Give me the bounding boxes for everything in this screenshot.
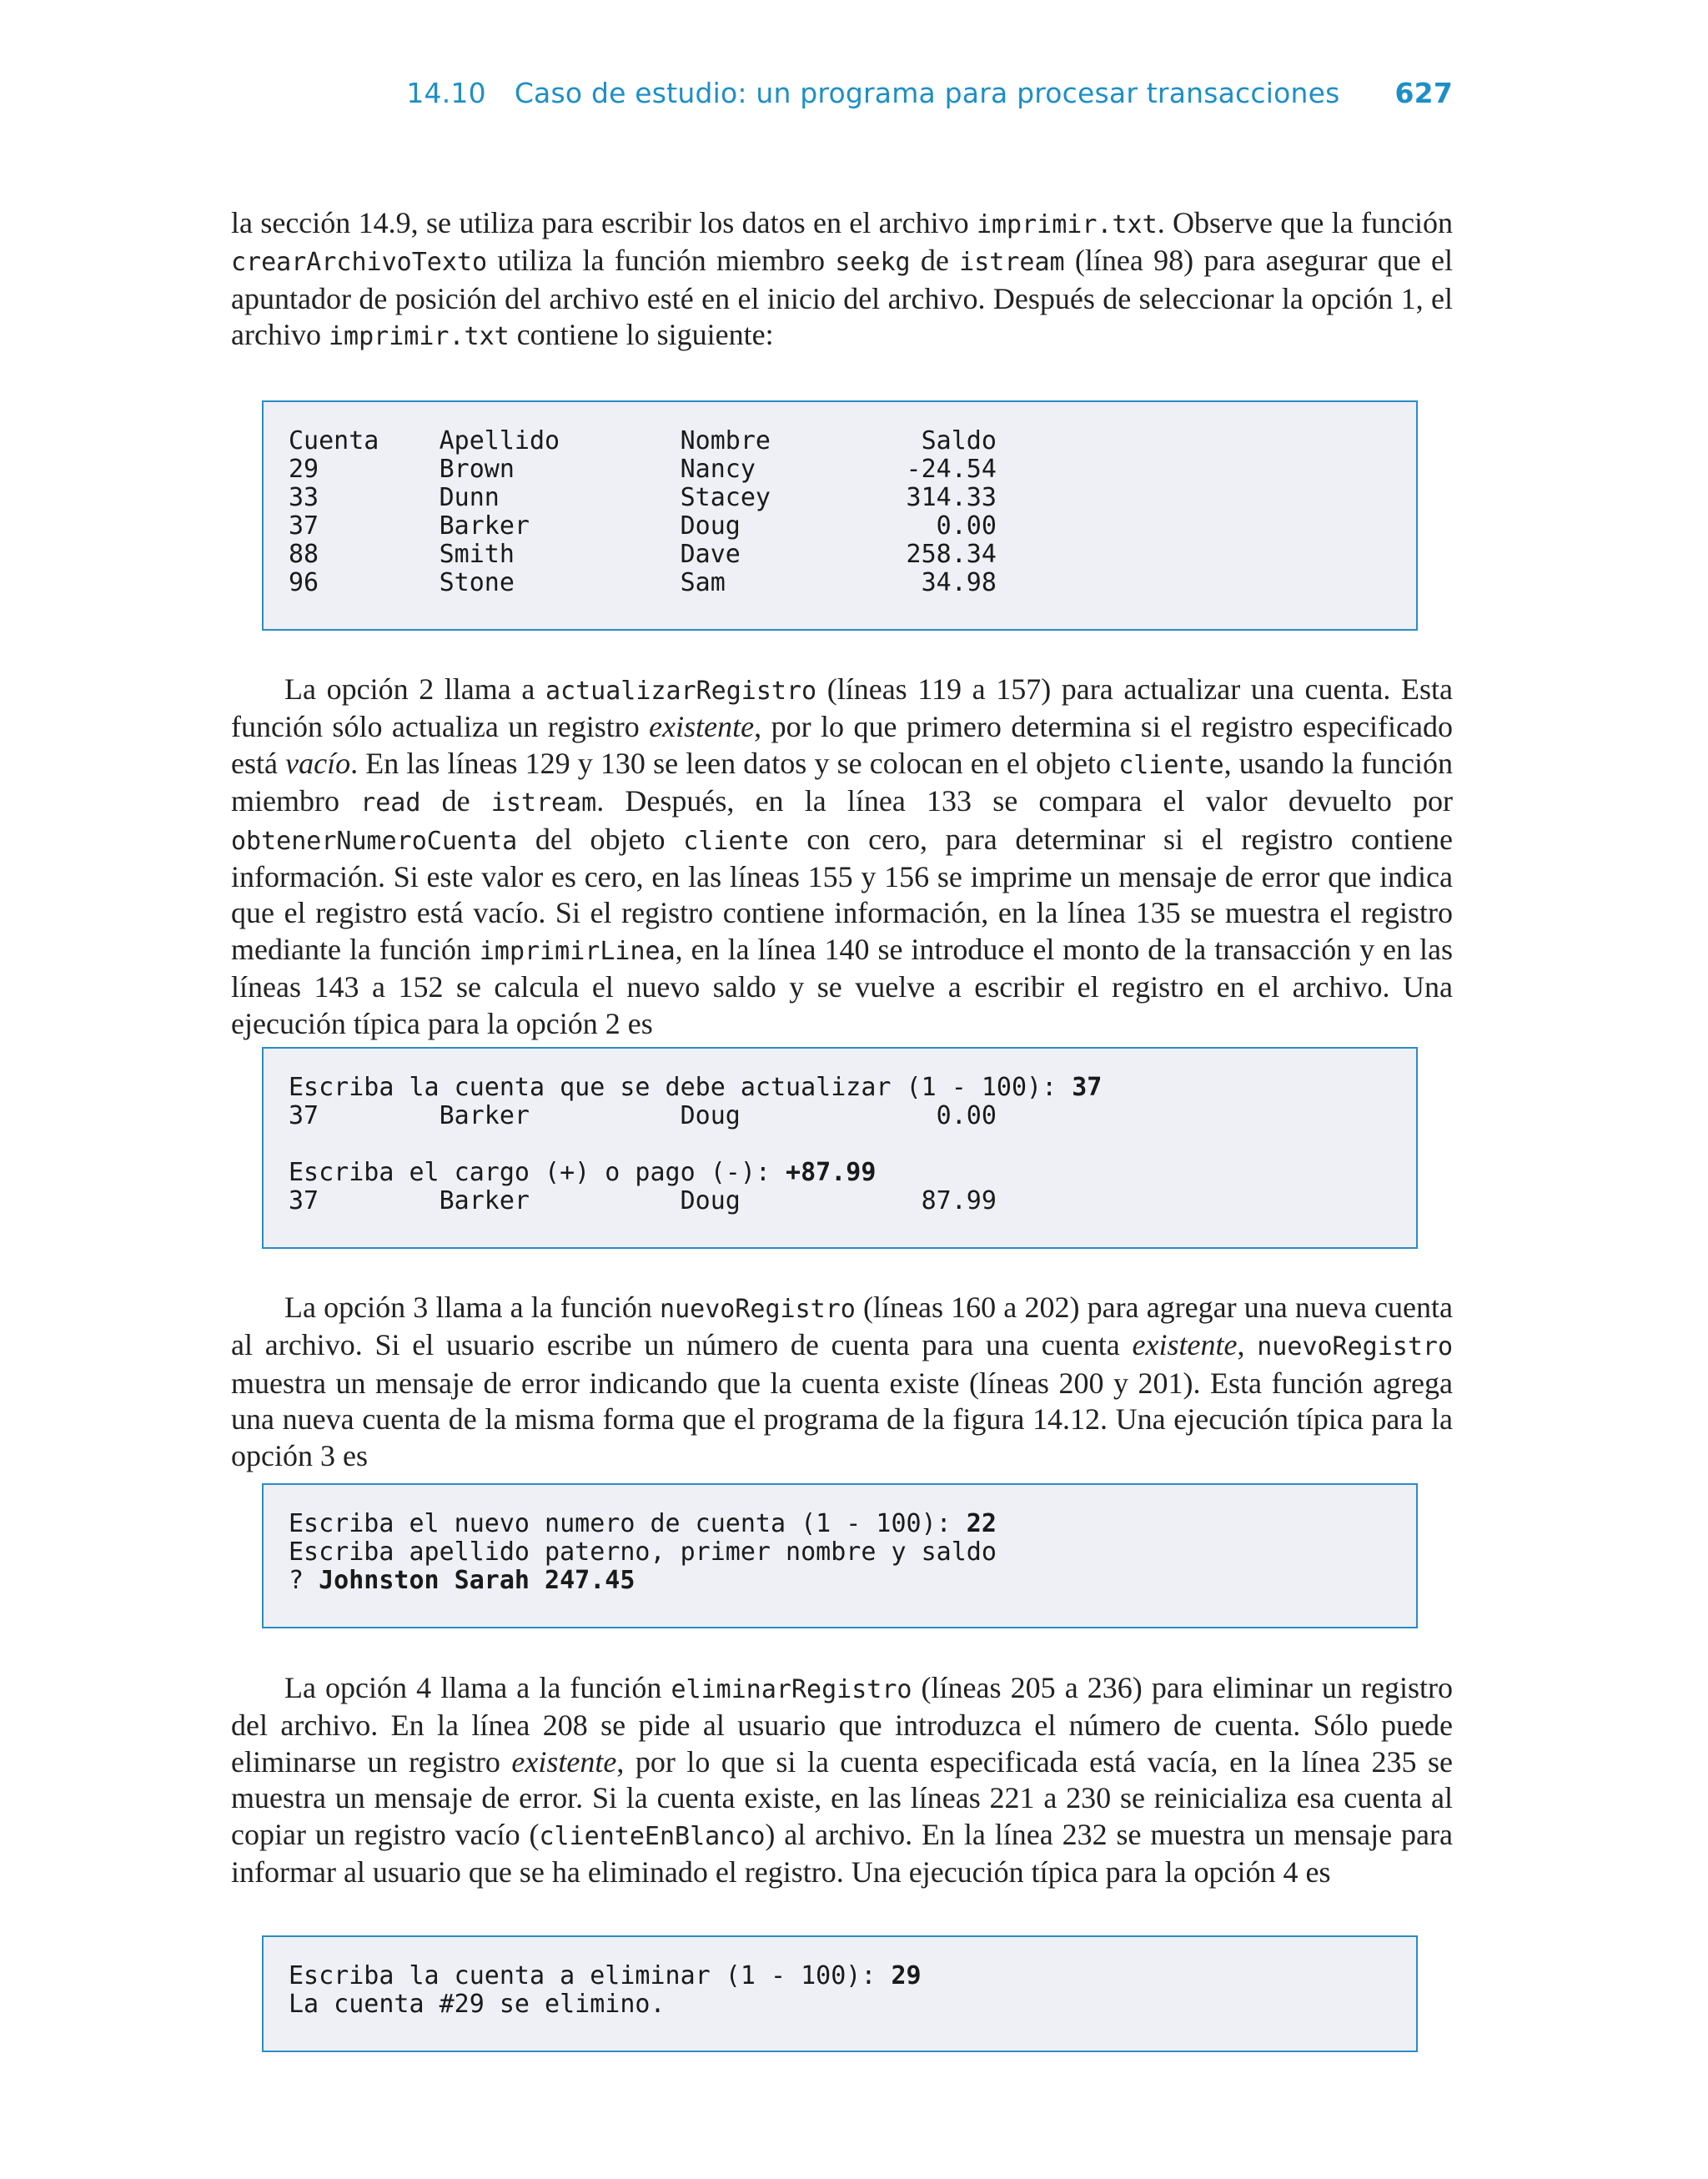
output-row: 33 Dunn Stacey 314.33 — [289, 483, 997, 512]
output-listing: Escriba el nuevo numero de cuenta (1 - 100): 22 Escriba apellido paterno, primer nombre y saldo ? Johnston Sarah 247.45 — [289, 1509, 997, 1595]
user-input: 37 — [1072, 1073, 1103, 1102]
paragraph-option-3: La opción 3 llama a la función nuevoRegistro (líneas 160 a 202) para agregar una nueva cuenta al archivo. Si el usuario escribe un número de cuenta para una cuenta existente, nuevoRegistro muestra un mensaje de error indicando que la cuenta existe (líneas 200 y 201). Esta función agrega una nueva cuenta de la misma forma que el programa de la figura 14.12. Una ejecución típica para la opción 3 es — [231, 1291, 1454, 1472]
output-box-option-2 — [262, 1047, 1418, 1249]
user-input: 29 — [891, 1961, 922, 1990]
code-term: istream — [959, 248, 1065, 278]
code-term: imprimir.txt — [328, 322, 510, 352]
output-header: Cuenta Apellido Nombre Saldo — [289, 426, 997, 455]
code-term: actualizarRegistro — [545, 677, 817, 706]
output-listing: Escriba la cuenta a eliminar (1 - 100): 29 La cuenta #29 se elimino. — [289, 1961, 922, 2019]
paragraph-option-2: La opción 2 llama a actualizarRegistro (líneas 119 a 157) para actualizar una cuenta. Esta función sólo actualiza un registro existente, por lo que primero determina si el registro especificado está vacío. En las líneas 129 y 130 se leen datos y se colocan en el objeto cliente, usando la función miembro read de istream. Después, en la línea 133 se compara el valor devuelto por obtenerNumeroCuenta del objeto cliente con cero, para determinar si el registro contiene información. Si este valor es cero, en las líneas 155 y 156 se imprime un mensaje de error que indica que el registro está vacío. Si el registro contiene información, en la línea 135 se muestra el registro mediante la función imprimirLinea, en la línea 140 se introduce el monto de la transacción y en las líneas 143 a 152 se calcula el nuevo saldo y se vuelve a escribir el registro en el archivo. Una ejecución típica para la opción 2 es — [231, 672, 1454, 1040]
output-box-option-4 — [262, 1935, 1418, 2052]
output-row: 29 Brown Nancy -24.54 — [289, 455, 997, 484]
code-term: imprimir.txt — [976, 210, 1158, 239]
output-row: 37 Barker Doug 0.00 — [289, 511, 997, 541]
output-listing — [289, 427, 997, 597]
user-input: 22 — [966, 1509, 997, 1538]
user-input: Johnston Sarah 247.45 — [319, 1566, 635, 1595]
output-box-option-3 — [262, 1483, 1418, 1628]
section-title: Caso de estudio: un programa para procesar transacciones — [514, 77, 1340, 109]
paragraph-intro: la sección 14.9, se utiliza para escribir los datos en el archivo imprimir.txt. Observe que la función crearArchivoTexto utiliza la función miembro seekg de istream (línea 98) para asegurar que el apuntador de posición del archivo esté en el inicio del archivo. Después de seleccionar la opción 1, el archivo imprimir.txt contiene lo siguiente: — [231, 206, 1454, 352]
code-term: istream — [490, 788, 597, 818]
code-term: crearArchivoTexto — [231, 248, 488, 278]
code-term: nuevoRegistro — [660, 1295, 856, 1324]
output-row: 96 Stone Sam 34.98 — [289, 568, 997, 597]
code-term: cliente — [1118, 750, 1224, 780]
code-term: nuevoRegistro — [1257, 1332, 1454, 1362]
output-box-imprimir-txt — [262, 400, 1418, 631]
output-listing: Escriba la cuenta que se debe actualizar (1 - 100): 37 37 Barker Doug 0.00 Escriba el cargo (+) o pago (-): +87.99 37 Barker Doug 87.99 — [289, 1073, 1103, 1215]
section-number: 14.10 — [406, 77, 486, 109]
running-head — [0, 77, 1453, 109]
code-term: cliente — [683, 826, 789, 856]
output-row: 88 Smith Dave 258.34 — [289, 540, 997, 569]
page-number: 627 — [1394, 77, 1453, 109]
code-term: imprimirLinea — [479, 936, 676, 966]
code-term: seekg — [835, 248, 911, 278]
code-term: eliminarRegistro — [671, 1675, 912, 1704]
paragraph-option-4: La opción 4 llama a la función eliminarRegistro (líneas 205 a 236) para eliminar un registro del archivo. En la línea 208 se pide al usuario que introduzca el número de cuenta. Sólo puede eliminarse un registro existente, por lo que si la cuenta especificada está vacía, en la línea 235 se muestra un mensaje de error. Si la cuenta existe, en las líneas 221 a 230 se reinicializa esa cuenta al copiar un registro vacío (clienteEnBlanco) al archivo. En la línea 232 se muestra un mensaje para informar al usuario que se ha eliminado el registro. Una ejecución típica para la opción 4 es — [231, 1671, 1453, 1890]
code-term: clienteEnBlanco — [539, 1821, 766, 1851]
code-term: obtenerNumeroCuenta — [231, 826, 518, 856]
code-term: read — [360, 788, 421, 818]
user-input: +87.99 — [786, 1158, 877, 1187]
